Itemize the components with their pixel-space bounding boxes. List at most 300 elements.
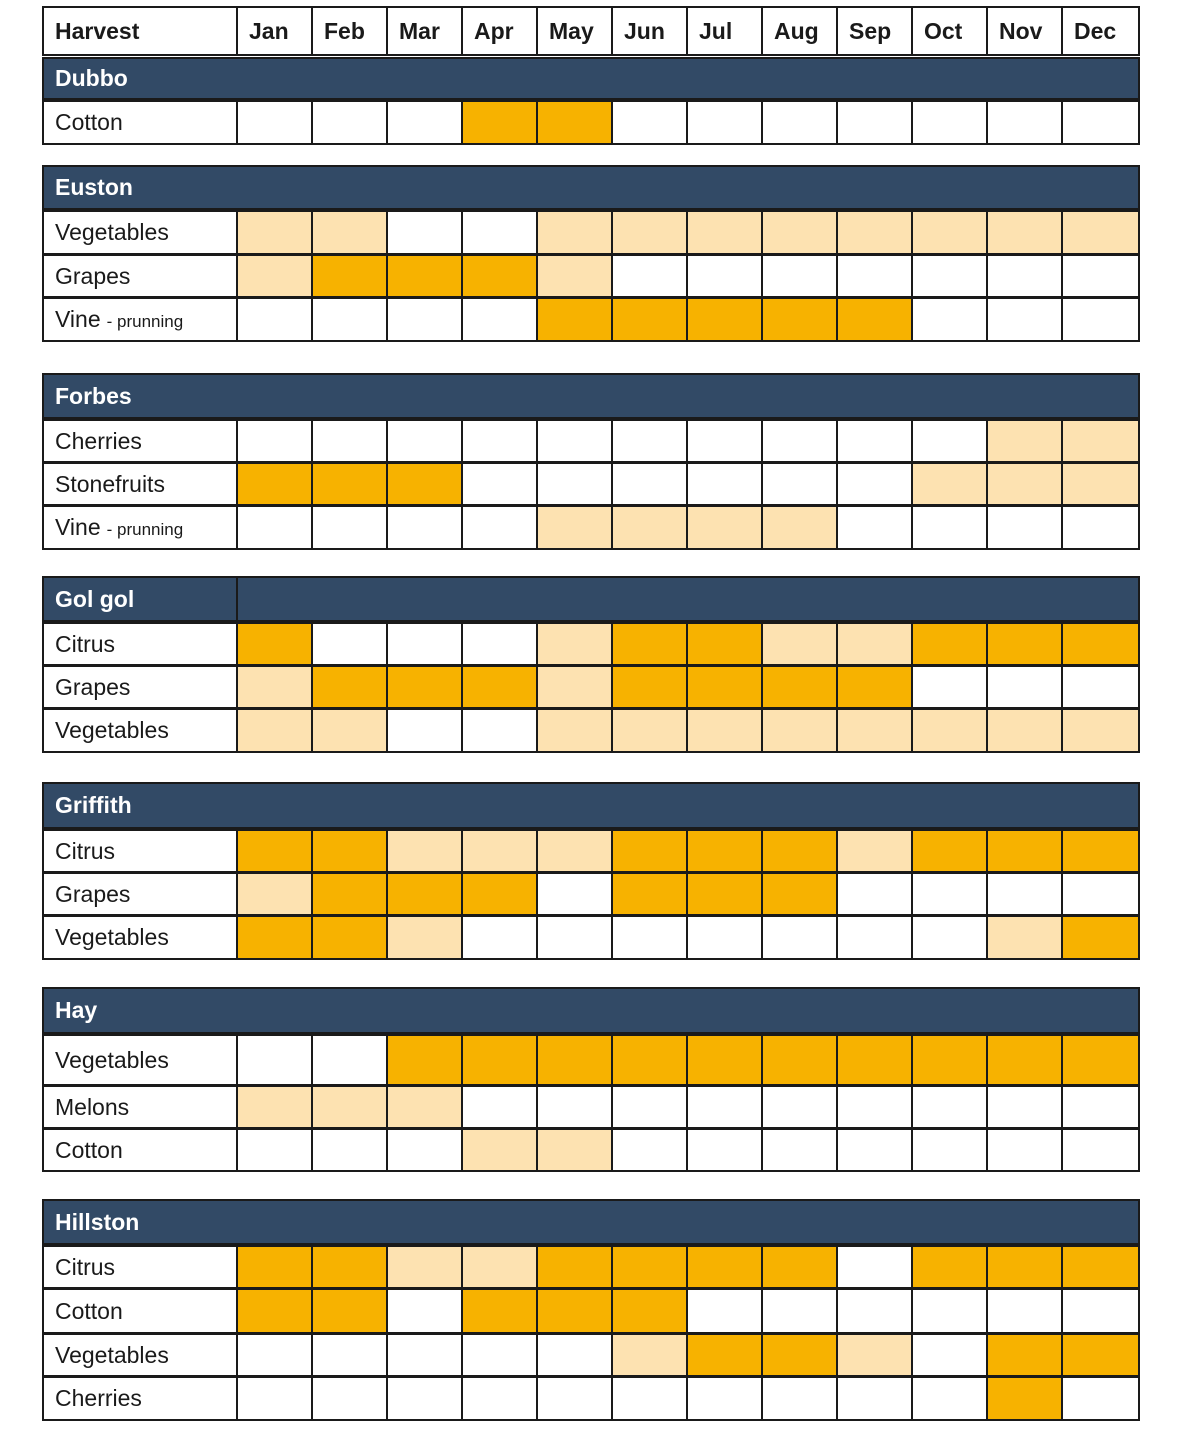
crop-note: - prunning bbox=[106, 519, 184, 539]
section-title: Hay bbox=[55, 997, 98, 1023]
month-label: May bbox=[549, 17, 594, 44]
crop-name: Citrus bbox=[55, 1253, 116, 1280]
harvest-cell-hillston-citrus-apr bbox=[461, 1245, 538, 1289]
harvest-cell-hay-vegetables-jul bbox=[686, 1034, 763, 1086]
crop-label-melons bbox=[42, 1085, 238, 1129]
harvest-cell-euston-grapes-may bbox=[536, 254, 613, 298]
harvest-cell-hillston-cherries-aug bbox=[761, 1376, 838, 1421]
harvest-cell-hillston-cotton-sep bbox=[836, 1288, 913, 1334]
harvest-cell-hillston-citrus-mar bbox=[386, 1245, 463, 1289]
harvest-cell-hay-melons-apr bbox=[461, 1085, 538, 1129]
month-header-apr bbox=[461, 6, 538, 56]
harvest-cell-hillston-cherries-jan bbox=[236, 1376, 313, 1421]
crop-label-citrus bbox=[42, 622, 238, 666]
section-title: Gol gol bbox=[55, 585, 135, 612]
harvest-cell-forbes-cherries-oct bbox=[911, 419, 988, 463]
crop-label-grapes bbox=[42, 254, 238, 298]
harvest-cell-griffith-grapes-nov bbox=[986, 872, 1063, 916]
harvest-cell-euston-vine-apr bbox=[461, 297, 538, 342]
harvest-cell-euston-grapes-aug bbox=[761, 254, 838, 298]
crop-label-citrus bbox=[42, 1245, 238, 1289]
harvest-cell-euston-vegetables-feb bbox=[311, 210, 388, 255]
crop-name: Cherries bbox=[55, 1385, 142, 1411]
harvest-cell-gol-gol-citrus-jun bbox=[611, 622, 688, 666]
crop-label-vine bbox=[42, 297, 238, 342]
harvest-cell-euston-vine-mar bbox=[386, 297, 463, 342]
harvest-cell-forbes-vine-nov bbox=[986, 505, 1063, 550]
harvest-cell-gol-gol-vegetables-apr bbox=[461, 708, 538, 753]
harvest-cell-gol-gol-grapes-mar bbox=[386, 665, 463, 709]
crop-name: Vegetables bbox=[55, 1341, 169, 1368]
harvest-cell-euston-vine-nov bbox=[986, 297, 1063, 342]
harvest-cell-forbes-vine-apr bbox=[461, 505, 538, 550]
harvest-cell-gol-gol-citrus-apr bbox=[461, 622, 538, 666]
month-label: Aug bbox=[774, 17, 819, 44]
harvest-cell-hay-vegetables-feb bbox=[311, 1034, 388, 1086]
harvest-cell-griffith-citrus-sep bbox=[836, 829, 913, 873]
harvest-cell-hillston-vegetables-mar bbox=[386, 1333, 463, 1377]
month-label: Jan bbox=[249, 17, 289, 44]
harvest-cell-griffith-vegetables-mar bbox=[386, 915, 463, 960]
harvest-cell-forbes-stonefruits-mar bbox=[386, 462, 463, 506]
month-header-sep bbox=[836, 6, 913, 56]
crop-name: Cherries bbox=[55, 427, 142, 454]
month-header-feb bbox=[311, 6, 388, 56]
harvest-cell-forbes-vine-jun bbox=[611, 505, 688, 550]
header-label bbox=[42, 6, 238, 56]
harvest-cell-hay-cotton-oct bbox=[911, 1128, 988, 1172]
harvest-cell-hillston-cotton-nov bbox=[986, 1288, 1063, 1334]
harvest-cell-euston-vegetables-may bbox=[536, 210, 613, 255]
month-header-aug bbox=[761, 6, 838, 56]
crop-name: Stonefruits bbox=[55, 470, 165, 497]
harvest-cell-hillston-cherries-sep bbox=[836, 1376, 913, 1421]
harvest-cell-gol-gol-vegetables-feb bbox=[311, 708, 388, 753]
harvest-cell-forbes-stonefruits-jan bbox=[236, 462, 313, 506]
harvest-cell-hillston-citrus-nov bbox=[986, 1245, 1063, 1289]
harvest-cell-hay-vegetables-jun bbox=[611, 1034, 688, 1086]
crop-name: Cotton bbox=[55, 1297, 123, 1324]
harvest-cell-hay-melons-feb bbox=[311, 1085, 388, 1129]
harvest-cell-hay-melons-jul bbox=[686, 1085, 763, 1129]
crop-note: - prunning bbox=[106, 311, 184, 331]
harvest-cell-forbes-cherries-may bbox=[536, 419, 613, 463]
harvest-cell-griffith-vegetables-apr bbox=[461, 915, 538, 960]
harvest-cell-euston-grapes-jul bbox=[686, 254, 763, 298]
crop-name: Vegetables bbox=[55, 219, 169, 245]
section-title: Dubbo bbox=[55, 65, 128, 91]
harvest-cell-hay-cotton-dec bbox=[1061, 1128, 1140, 1172]
harvest-cell-griffith-vegetables-jan bbox=[236, 915, 313, 960]
crop-name: Vine bbox=[55, 306, 101, 332]
harvest-cell-gol-gol-citrus-oct bbox=[911, 622, 988, 666]
harvest-cell-gol-gol-grapes-jan bbox=[236, 665, 313, 709]
section-header-hillston bbox=[42, 1199, 1140, 1245]
harvest-cell-griffith-vegetables-jul bbox=[686, 915, 763, 960]
harvest-cell-hillston-citrus-sep bbox=[836, 1245, 913, 1289]
crop-label-cherries bbox=[42, 419, 238, 463]
harvest-cell-forbes-cherries-dec bbox=[1061, 419, 1140, 463]
month-label: Oct bbox=[924, 17, 963, 44]
harvest-cell-forbes-cherries-mar bbox=[386, 419, 463, 463]
harvest-cell-hillston-vegetables-jul bbox=[686, 1333, 763, 1377]
harvest-cell-hay-cotton-mar bbox=[386, 1128, 463, 1172]
harvest-cell-gol-gol-vegetables-jun bbox=[611, 708, 688, 753]
harvest-cell-forbes-vine-dec bbox=[1061, 505, 1140, 550]
harvest-cell-dubbo-cotton-sep bbox=[836, 100, 913, 145]
harvest-cell-griffith-grapes-feb bbox=[311, 872, 388, 916]
harvest-cell-euston-vine-jun bbox=[611, 297, 688, 342]
harvest-cell-griffith-citrus-apr bbox=[461, 829, 538, 873]
harvest-cell-forbes-vine-mar bbox=[386, 505, 463, 550]
harvest-cell-forbes-cherries-feb bbox=[311, 419, 388, 463]
harvest-cell-hay-vegetables-aug bbox=[761, 1034, 838, 1086]
harvest-cell-griffith-citrus-jan bbox=[236, 829, 313, 873]
harvest-cell-gol-gol-grapes-may bbox=[536, 665, 613, 709]
harvest-cell-griffith-citrus-oct bbox=[911, 829, 988, 873]
month-header-jun bbox=[611, 6, 688, 56]
harvest-cell-forbes-stonefruits-apr bbox=[461, 462, 538, 506]
harvest-cell-hillston-citrus-aug bbox=[761, 1245, 838, 1289]
harvest-cell-forbes-stonefruits-jun bbox=[611, 462, 688, 506]
harvest-cell-griffith-citrus-aug bbox=[761, 829, 838, 873]
harvest-cell-euston-vegetables-apr bbox=[461, 210, 538, 255]
harvest-cell-forbes-stonefruits-nov bbox=[986, 462, 1063, 506]
harvest-cell-gol-gol-vegetables-aug bbox=[761, 708, 838, 753]
harvest-cell-dubbo-cotton-may bbox=[536, 100, 613, 145]
crop-label-cotton bbox=[42, 1128, 238, 1172]
section-title: Hillston bbox=[55, 1208, 140, 1235]
crop-label-vegetables bbox=[42, 210, 238, 255]
harvest-cell-euston-vegetables-mar bbox=[386, 210, 463, 255]
harvest-cell-hay-cotton-jan bbox=[236, 1128, 313, 1172]
harvest-cell-gol-gol-grapes-aug bbox=[761, 665, 838, 709]
harvest-cell-hay-vegetables-mar bbox=[386, 1034, 463, 1086]
harvest-cell-hillston-cherries-apr bbox=[461, 1376, 538, 1421]
harvest-cell-hillston-cotton-aug bbox=[761, 1288, 838, 1334]
harvest-cell-hay-vegetables-may bbox=[536, 1034, 613, 1086]
harvest-cell-gol-gol-grapes-nov bbox=[986, 665, 1063, 709]
harvest-cell-hillston-cherries-may bbox=[536, 1376, 613, 1421]
harvest-cell-hillston-cotton-jan bbox=[236, 1288, 313, 1334]
harvest-cell-gol-gol-vegetables-dec bbox=[1061, 708, 1140, 753]
harvest-cell-griffith-vegetables-sep bbox=[836, 915, 913, 960]
harvest-cell-forbes-stonefruits-feb bbox=[311, 462, 388, 506]
harvest-cell-griffith-citrus-may bbox=[536, 829, 613, 873]
harvest-cell-gol-gol-citrus-aug bbox=[761, 622, 838, 666]
harvest-cell-hillston-citrus-jul bbox=[686, 1245, 763, 1289]
month-header-dec bbox=[1061, 6, 1140, 56]
harvest-cell-griffith-vegetables-may bbox=[536, 915, 613, 960]
harvest-cell-griffith-grapes-dec bbox=[1061, 872, 1140, 916]
crop-label-vegetables bbox=[42, 708, 238, 753]
harvest-cell-hay-cotton-feb bbox=[311, 1128, 388, 1172]
harvest-cell-hillston-citrus-jun bbox=[611, 1245, 688, 1289]
harvest-cell-hay-melons-mar bbox=[386, 1085, 463, 1129]
harvest-cell-hillston-citrus-may bbox=[536, 1245, 613, 1289]
harvest-cell-forbes-vine-may bbox=[536, 505, 613, 550]
harvest-cell-hillston-vegetables-feb bbox=[311, 1333, 388, 1377]
crop-label-vegetables bbox=[42, 915, 238, 960]
harvest-cell-hillston-cherries-dec bbox=[1061, 1376, 1140, 1421]
harvest-cell-griffith-grapes-mar bbox=[386, 872, 463, 916]
harvest-cell-hay-vegetables-oct bbox=[911, 1034, 988, 1086]
crop-name: Citrus bbox=[55, 837, 116, 864]
harvest-cell-hay-cotton-jun bbox=[611, 1128, 688, 1172]
section-header-divider bbox=[236, 576, 238, 622]
harvest-cell-hillston-vegetables-apr bbox=[461, 1333, 538, 1377]
crop-name: Vegetables bbox=[55, 1046, 169, 1073]
harvest-cell-griffith-grapes-may bbox=[536, 872, 613, 916]
harvest-cell-gol-gol-citrus-jan bbox=[236, 622, 313, 666]
harvest-cell-forbes-cherries-apr bbox=[461, 419, 538, 463]
harvest-cell-forbes-vine-aug bbox=[761, 505, 838, 550]
harvest-cell-dubbo-cotton-nov bbox=[986, 100, 1063, 145]
month-header-may bbox=[536, 6, 613, 56]
harvest-cell-hillston-cherries-feb bbox=[311, 1376, 388, 1421]
harvest-cell-hay-cotton-may bbox=[536, 1128, 613, 1172]
harvest-cell-gol-gol-vegetables-jan bbox=[236, 708, 313, 753]
crop-name: Vegetables bbox=[55, 717, 169, 743]
crop-label-vine bbox=[42, 505, 238, 550]
harvest-cell-hillston-cherries-oct bbox=[911, 1376, 988, 1421]
harvest-cell-gol-gol-vegetables-oct bbox=[911, 708, 988, 753]
harvest-cell-griffith-grapes-jun bbox=[611, 872, 688, 916]
harvest-cell-hillston-citrus-oct bbox=[911, 1245, 988, 1289]
crop-label-vegetables bbox=[42, 1333, 238, 1377]
harvest-cell-gol-gol-vegetables-may bbox=[536, 708, 613, 753]
harvest-cell-hillston-cotton-oct bbox=[911, 1288, 988, 1334]
crop-label-grapes bbox=[42, 665, 238, 709]
harvest-cell-hillston-vegetables-dec bbox=[1061, 1333, 1140, 1377]
harvest-cell-gol-gol-grapes-jul bbox=[686, 665, 763, 709]
harvest-cell-forbes-cherries-nov bbox=[986, 419, 1063, 463]
harvest-cell-forbes-stonefruits-oct bbox=[911, 462, 988, 506]
harvest-cell-gol-gol-citrus-nov bbox=[986, 622, 1063, 666]
harvest-cell-hillston-cotton-apr bbox=[461, 1288, 538, 1334]
harvest-cell-griffith-citrus-nov bbox=[986, 829, 1063, 873]
harvest-cell-dubbo-cotton-feb bbox=[311, 100, 388, 145]
harvest-cell-hillston-cherries-jul bbox=[686, 1376, 763, 1421]
month-label: Jul bbox=[699, 17, 733, 44]
harvest-cell-gol-gol-citrus-sep bbox=[836, 622, 913, 666]
harvest-cell-euston-grapes-mar bbox=[386, 254, 463, 298]
crop-name: Cotton bbox=[55, 109, 123, 135]
crop-label-vegetables bbox=[42, 1034, 238, 1086]
crop-label-citrus bbox=[42, 829, 238, 873]
section-header-hay bbox=[42, 987, 1140, 1034]
month-label: Feb bbox=[324, 17, 365, 44]
crop-label-stonefruits bbox=[42, 462, 238, 506]
harvest-cell-hay-cotton-jul bbox=[686, 1128, 763, 1172]
harvest-cell-euston-vegetables-oct bbox=[911, 210, 988, 255]
crop-name: Vine bbox=[55, 514, 101, 540]
harvest-cell-hay-melons-dec bbox=[1061, 1085, 1140, 1129]
harvest-cell-griffith-citrus-dec bbox=[1061, 829, 1140, 873]
harvest-cell-hillston-cotton-jun bbox=[611, 1288, 688, 1334]
crop-label-grapes bbox=[42, 872, 238, 916]
harvest-cell-griffith-citrus-jun bbox=[611, 829, 688, 873]
month-label: Apr bbox=[474, 17, 514, 44]
harvest-cell-forbes-cherries-jan bbox=[236, 419, 313, 463]
harvest-cell-euston-vegetables-sep bbox=[836, 210, 913, 255]
harvest-cell-forbes-vine-jul bbox=[686, 505, 763, 550]
harvest-cell-dubbo-cotton-jan bbox=[236, 100, 313, 145]
section-title: Griffith bbox=[55, 792, 132, 818]
section-header-dubbo bbox=[42, 57, 1140, 100]
crop-name: Citrus bbox=[55, 630, 116, 657]
month-header-jul bbox=[686, 6, 763, 56]
harvest-cell-euston-vegetables-jan bbox=[236, 210, 313, 255]
harvest-cell-euston-vine-jul bbox=[686, 297, 763, 342]
harvest-cell-hay-cotton-sep bbox=[836, 1128, 913, 1172]
harvest-cell-forbes-stonefruits-may bbox=[536, 462, 613, 506]
crop-name: Grapes bbox=[55, 880, 131, 907]
harvest-cell-griffith-vegetables-jun bbox=[611, 915, 688, 960]
harvest-cell-forbes-stonefruits-jul bbox=[686, 462, 763, 506]
harvest-cell-euston-vegetables-dec bbox=[1061, 210, 1140, 255]
harvest-cell-hillston-vegetables-sep bbox=[836, 1333, 913, 1377]
harvest-cell-gol-gol-grapes-sep bbox=[836, 665, 913, 709]
harvest-cell-griffith-citrus-mar bbox=[386, 829, 463, 873]
harvest-cell-euston-vegetables-jul bbox=[686, 210, 763, 255]
crop-name: Cotton bbox=[55, 1136, 123, 1163]
month-label: Dec bbox=[1074, 17, 1117, 44]
section-header-griffith bbox=[42, 782, 1140, 829]
harvest-cell-forbes-stonefruits-dec bbox=[1061, 462, 1140, 506]
harvest-cell-forbes-cherries-jun bbox=[611, 419, 688, 463]
harvest-cell-hillston-vegetables-jan bbox=[236, 1333, 313, 1377]
harvest-cell-griffith-vegetables-dec bbox=[1061, 915, 1140, 960]
harvest-cell-griffith-vegetables-oct bbox=[911, 915, 988, 960]
crop-name: Melons bbox=[55, 1093, 130, 1120]
harvest-cell-hay-melons-oct bbox=[911, 1085, 988, 1129]
harvest-cell-gol-gol-vegetables-sep bbox=[836, 708, 913, 753]
month-label: Mar bbox=[399, 17, 440, 44]
harvest-cell-euston-vegetables-nov bbox=[986, 210, 1063, 255]
harvest-cell-hillston-cotton-jul bbox=[686, 1288, 763, 1334]
harvest-cell-euston-grapes-oct bbox=[911, 254, 988, 298]
crop-name: Grapes bbox=[55, 262, 131, 289]
harvest-cell-gol-gol-vegetables-nov bbox=[986, 708, 1063, 753]
harvest-cell-hay-cotton-aug bbox=[761, 1128, 838, 1172]
header-label-text: Harvest bbox=[55, 17, 140, 44]
harvest-cell-gol-gol-grapes-apr bbox=[461, 665, 538, 709]
harvest-cell-euston-vine-dec bbox=[1061, 297, 1140, 342]
harvest-cell-hillston-cotton-may bbox=[536, 1288, 613, 1334]
harvest-cell-gol-gol-citrus-jul bbox=[686, 622, 763, 666]
harvest-cell-griffith-vegetables-feb bbox=[311, 915, 388, 960]
harvest-cell-euston-grapes-jun bbox=[611, 254, 688, 298]
harvest-cell-hillston-cherries-mar bbox=[386, 1376, 463, 1421]
harvest-cell-hay-melons-may bbox=[536, 1085, 613, 1129]
harvest-cell-griffith-citrus-jul bbox=[686, 829, 763, 873]
harvest-cell-hay-cotton-nov bbox=[986, 1128, 1063, 1172]
crop-label-cherries bbox=[42, 1376, 238, 1421]
harvest-cell-euston-vine-sep bbox=[836, 297, 913, 342]
harvest-cell-hay-cotton-apr bbox=[461, 1128, 538, 1172]
harvest-cell-hillston-vegetables-jun bbox=[611, 1333, 688, 1377]
harvest-cell-hay-vegetables-nov bbox=[986, 1034, 1063, 1086]
harvest-cell-hillston-vegetables-may bbox=[536, 1333, 613, 1377]
harvest-cell-forbes-vine-jan bbox=[236, 505, 313, 550]
harvest-cell-hillston-vegetables-oct bbox=[911, 1333, 988, 1377]
section-title: Forbes bbox=[55, 382, 132, 409]
harvest-cell-griffith-citrus-feb bbox=[311, 829, 388, 873]
harvest-cell-hillston-cherries-nov bbox=[986, 1376, 1063, 1421]
harvest-cell-gol-gol-grapes-dec bbox=[1061, 665, 1140, 709]
harvest-cell-dubbo-cotton-mar bbox=[386, 100, 463, 145]
month-label: Jun bbox=[624, 17, 665, 44]
harvest-cell-forbes-vine-oct bbox=[911, 505, 988, 550]
harvest-cell-griffith-grapes-oct bbox=[911, 872, 988, 916]
harvest-cell-griffith-grapes-aug bbox=[761, 872, 838, 916]
harvest-cell-hay-melons-nov bbox=[986, 1085, 1063, 1129]
harvest-cell-hay-melons-jan bbox=[236, 1085, 313, 1129]
harvest-cell-dubbo-cotton-dec bbox=[1061, 100, 1140, 145]
harvest-cell-hillston-cotton-dec bbox=[1061, 1288, 1140, 1334]
harvest-cell-dubbo-cotton-aug bbox=[761, 100, 838, 145]
harvest-cell-dubbo-cotton-jun bbox=[611, 100, 688, 145]
section-title: Euston bbox=[55, 174, 133, 200]
harvest-cell-hay-melons-jun bbox=[611, 1085, 688, 1129]
harvest-cell-griffith-grapes-sep bbox=[836, 872, 913, 916]
harvest-cell-forbes-cherries-sep bbox=[836, 419, 913, 463]
month-label: Nov bbox=[999, 17, 1043, 44]
harvest-cell-hillston-citrus-feb bbox=[311, 1245, 388, 1289]
harvest-cell-euston-vine-oct bbox=[911, 297, 988, 342]
harvest-cell-griffith-vegetables-aug bbox=[761, 915, 838, 960]
month-header-jan bbox=[236, 6, 313, 56]
crop-name: Vegetables bbox=[55, 924, 169, 950]
harvest-cell-dubbo-cotton-oct bbox=[911, 100, 988, 145]
section-header-forbes bbox=[42, 373, 1140, 419]
harvest-cell-forbes-stonefruits-sep bbox=[836, 462, 913, 506]
harvest-cell-euston-grapes-jan bbox=[236, 254, 313, 298]
harvest-cell-hillston-vegetables-nov bbox=[986, 1333, 1063, 1377]
harvest-cell-hillston-cherries-jun bbox=[611, 1376, 688, 1421]
harvest-cell-euston-vegetables-aug bbox=[761, 210, 838, 255]
harvest-cell-gol-gol-grapes-feb bbox=[311, 665, 388, 709]
harvest-cell-forbes-cherries-aug bbox=[761, 419, 838, 463]
harvest-cell-euston-vine-may bbox=[536, 297, 613, 342]
month-label: Sep bbox=[849, 17, 892, 44]
harvest-cell-gol-gol-vegetables-mar bbox=[386, 708, 463, 753]
harvest-cell-hay-vegetables-jan bbox=[236, 1034, 313, 1086]
harvest-cell-forbes-vine-feb bbox=[311, 505, 388, 550]
harvest-cell-hay-vegetables-sep bbox=[836, 1034, 913, 1086]
harvest-cell-hillston-cotton-mar bbox=[386, 1288, 463, 1334]
harvest-cell-griffith-grapes-apr bbox=[461, 872, 538, 916]
harvest-cell-hay-vegetables-apr bbox=[461, 1034, 538, 1086]
harvest-cell-hillston-vegetables-aug bbox=[761, 1333, 838, 1377]
harvest-cell-euston-grapes-apr bbox=[461, 254, 538, 298]
harvest-cell-gol-gol-citrus-mar bbox=[386, 622, 463, 666]
harvest-cell-gol-gol-grapes-oct bbox=[911, 665, 988, 709]
harvest-cell-gol-gol-citrus-feb bbox=[311, 622, 388, 666]
crop-name: Grapes bbox=[55, 673, 131, 700]
harvest-cell-euston-vegetables-jun bbox=[611, 210, 688, 255]
harvest-cell-hillston-citrus-dec bbox=[1061, 1245, 1140, 1289]
crop-label-cotton bbox=[42, 1288, 238, 1334]
harvest-cell-griffith-grapes-jan bbox=[236, 872, 313, 916]
harvest-cell-gol-gol-citrus-dec bbox=[1061, 622, 1140, 666]
harvest-cell-euston-grapes-nov bbox=[986, 254, 1063, 298]
harvest-cell-griffith-vegetables-nov bbox=[986, 915, 1063, 960]
harvest-cell-forbes-cherries-jul bbox=[686, 419, 763, 463]
harvest-cell-dubbo-cotton-jul bbox=[686, 100, 763, 145]
harvest-cell-dubbo-cotton-apr bbox=[461, 100, 538, 145]
